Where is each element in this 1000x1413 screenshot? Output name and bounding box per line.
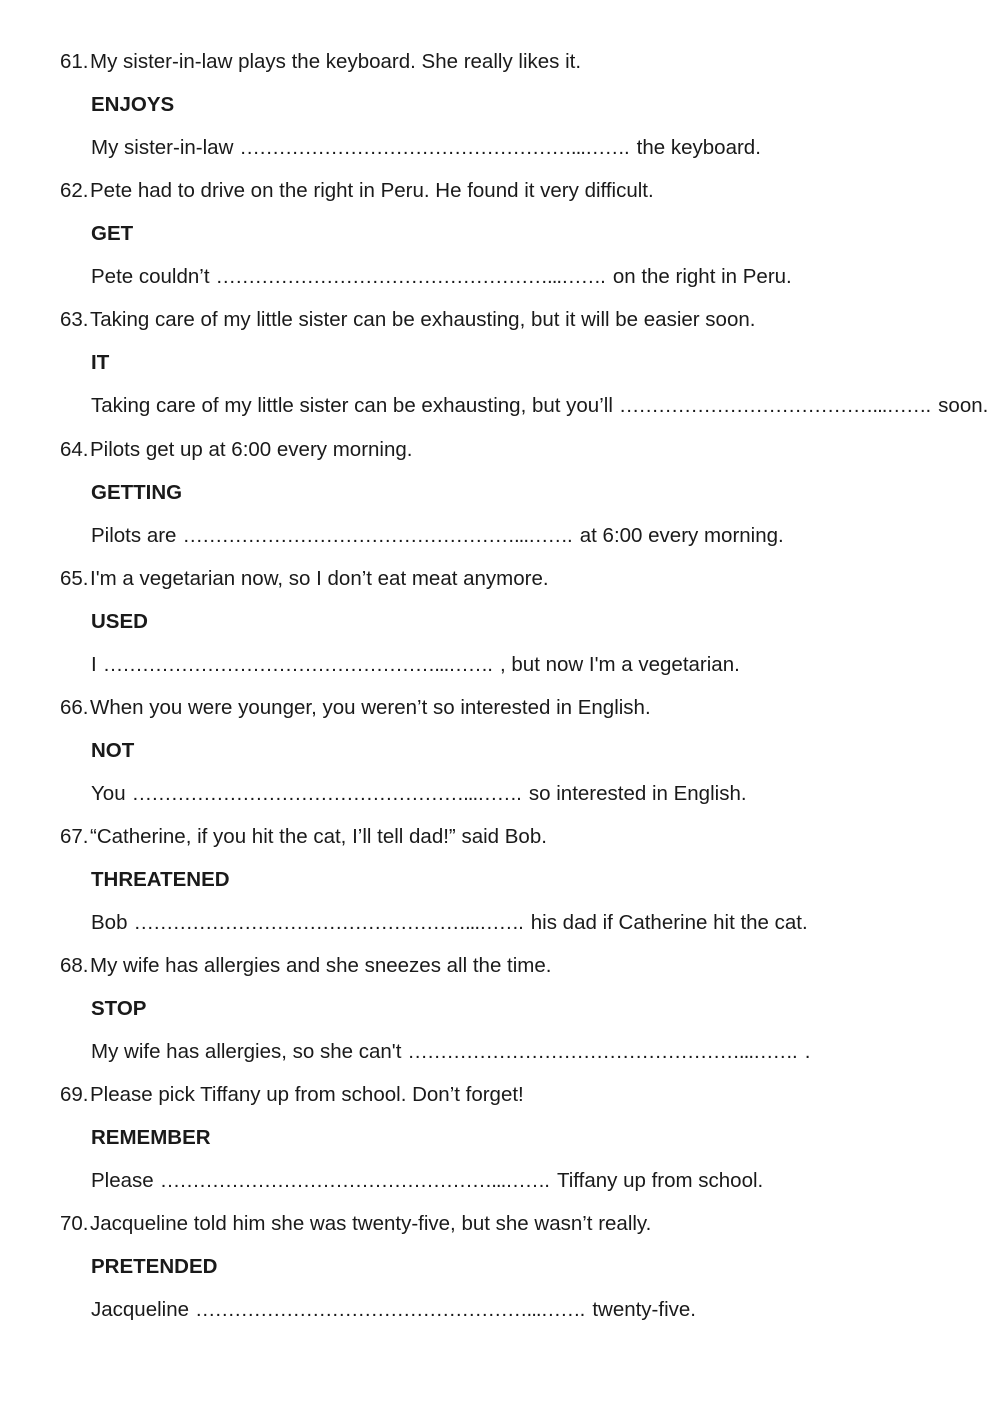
answer-blank[interactable]: ……………………………………………...……. — [215, 265, 605, 288]
key-word: STOP — [91, 997, 147, 1020]
question-number: 69. — [60, 1083, 89, 1106]
answer-blank[interactable]: ……………………………………………...……. — [102, 653, 492, 676]
question-number: 65. — [60, 567, 89, 590]
question-number: 64. — [60, 438, 89, 461]
question-prompt — [60, 825, 547, 849]
question-number: 67. — [60, 825, 89, 848]
answer-start: Pilots are — [91, 524, 177, 547]
answer-line — [91, 1040, 810, 1064]
answer-line — [91, 653, 740, 677]
answer-line — [91, 136, 761, 160]
answer-line — [91, 265, 792, 289]
answer-line — [91, 1298, 696, 1322]
answer-start: I — [91, 653, 97, 676]
answer-blank[interactable]: ……………………………………………...……. — [131, 782, 521, 805]
answer-line — [91, 911, 808, 935]
key-word: GETTING — [91, 481, 183, 504]
question-prompt — [60, 567, 549, 591]
prompt-text: My sister-in-law plays the keyboard. She really likes it. — [90, 50, 582, 73]
key-word: IT — [91, 351, 110, 374]
key-word: GET — [91, 222, 134, 245]
prompt-text: Pilots get up at 6:00 every morning. — [90, 438, 413, 461]
question-prompt — [60, 179, 654, 203]
answer-end: . — [804, 1040, 811, 1063]
prompt-text: Jacqueline told him she was twenty-five, but she wasn’t really. — [90, 1212, 652, 1235]
answer-blank[interactable]: ……………………………………………...……. — [407, 1040, 797, 1063]
answer-end: twenty-five. — [592, 1298, 696, 1321]
answer-start: Bob — [91, 911, 128, 934]
answer-start: Please — [91, 1169, 154, 1192]
prompt-text: Please pick Tiffany up from school. Don’t forget! — [90, 1083, 524, 1106]
answer-end: Tiffany up from school. — [556, 1169, 764, 1192]
key-word: NOT — [91, 739, 135, 762]
question-prompt — [60, 308, 755, 332]
prompt-text: “Catherine, if you hit the cat, I’ll tell dad!” said Bob. — [90, 825, 547, 848]
answer-end: , but now I'm a vegetarian. — [500, 653, 740, 676]
answer-start: Jacqueline — [91, 1298, 190, 1321]
answer-end: so interested in English. — [528, 782, 747, 805]
answer-blank[interactable]: ……………………………………………...……. — [159, 1169, 549, 1192]
answer-line — [91, 1169, 763, 1193]
answer-end: on the right in Peru. — [612, 265, 792, 288]
answer-start: Pete couldn’t — [91, 265, 210, 288]
answer-blank[interactable]: ……………………………………………...……. — [195, 1298, 585, 1321]
question-prompt — [60, 696, 651, 720]
question-prompt — [60, 1083, 524, 1107]
key-word: THREATENED — [91, 868, 230, 891]
prompt-text: Taking care of my little sister can be exhausting, but it will be easier soon. — [90, 308, 756, 331]
key-word: PRETENDED — [91, 1255, 218, 1278]
question-number: 66. — [60, 696, 89, 719]
question-number: 61. — [60, 50, 89, 73]
answer-start: Taking care of my little sister can be exhausting, but you’ll — [91, 394, 613, 417]
question-prompt — [60, 438, 413, 462]
answer-blank[interactable]: …………………………………...……. — [618, 394, 931, 417]
prompt-text: My wife has allergies and she sneezes all the time. — [90, 954, 552, 977]
question-number: 68. — [60, 954, 89, 977]
answer-blank[interactable]: ……………………………………………...……. — [182, 524, 572, 547]
answer-line — [91, 394, 988, 418]
question-number: 62. — [60, 179, 89, 202]
answer-line — [91, 782, 747, 806]
answer-start: You — [91, 782, 126, 805]
prompt-text: When you were younger, you weren’t so interested in English. — [90, 696, 651, 719]
question-number: 70. — [60, 1212, 89, 1235]
question-prompt — [60, 50, 581, 74]
prompt-text: I'm a vegetarian now, so I don’t eat meat anymore. — [90, 567, 549, 590]
key-word: ENJOYS — [91, 93, 175, 116]
answer-start: My wife has allergies, so she can't — [91, 1040, 402, 1063]
answer-blank[interactable]: ……………………………………………...……. — [239, 136, 629, 159]
answer-end: soon. — [938, 394, 989, 417]
answer-end: at 6:00 every morning. — [579, 524, 784, 547]
answer-end: the keyboard. — [636, 136, 761, 159]
question-prompt — [60, 1212, 651, 1236]
question-prompt — [60, 954, 551, 978]
answer-line — [91, 524, 784, 548]
key-word: REMEMBER — [91, 1126, 211, 1149]
answer-end: his dad if Catherine hit the cat. — [530, 911, 808, 934]
prompt-text: Pete had to drive on the right in Peru. He found it very difficult. — [90, 179, 654, 202]
answer-blank[interactable]: ……………………………………………...……. — [133, 911, 523, 934]
key-word: USED — [91, 610, 148, 633]
answer-start: My sister-in-law — [91, 136, 234, 159]
question-number: 63. — [60, 308, 89, 331]
